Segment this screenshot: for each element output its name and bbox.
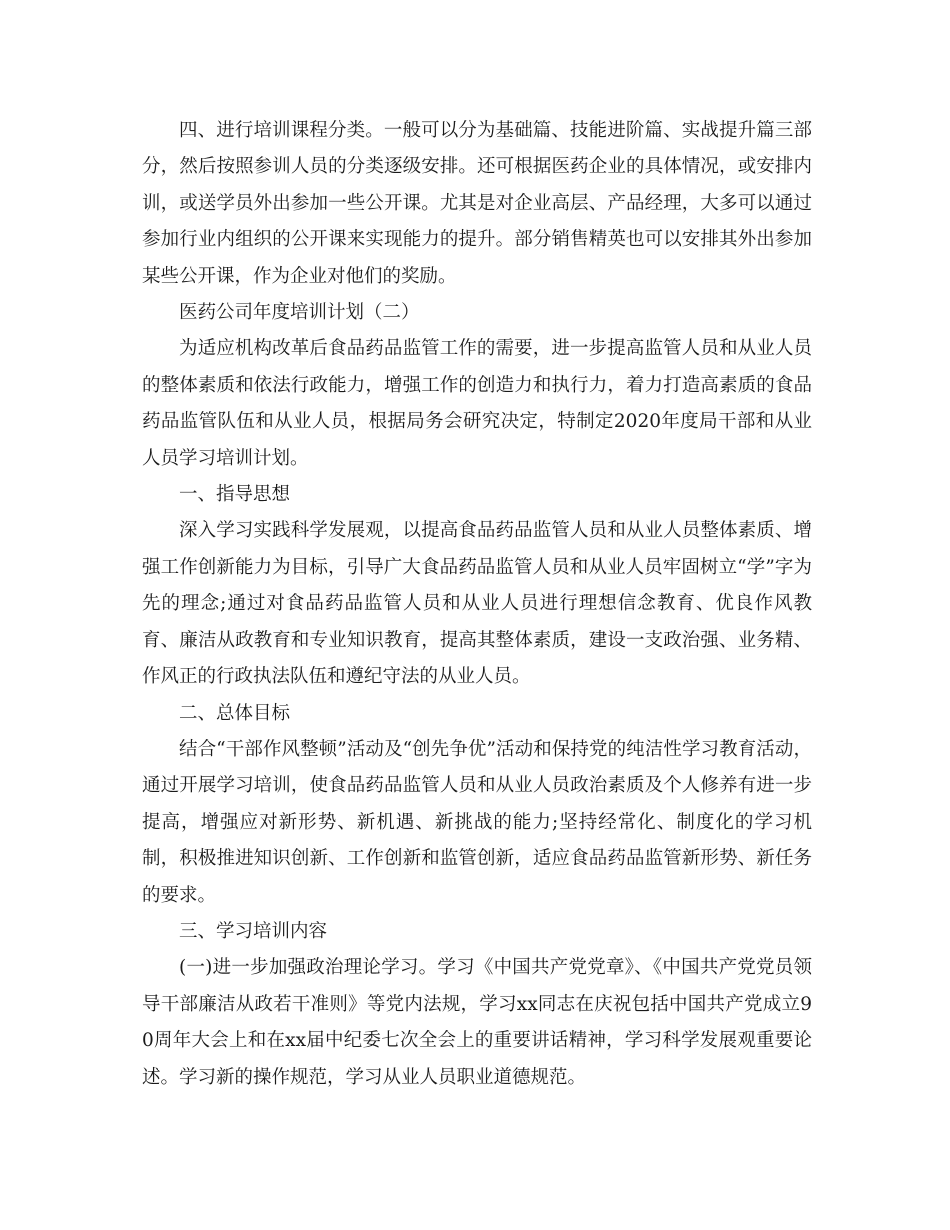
paragraph-course-classification: 四、进行培训课程分类。一般可以分为基础篇、技能进阶篇、实战提升篇三部分，然后按照参训人员的分类逐级安排。还可根据医药企业的具体情况，或安排内训，或送学员外出参加一些公开课。尤其是对企业高层、产品经理，大多可以通过参加行业内组织的公开课来实现能力的提升。部分销售精英也可以安排其外出参加某些公开课，作为企业对他们的奖励。 (142, 120, 812, 287)
heading-training-content: 三、学习培训内容 (179, 920, 328, 942)
paragraph-overall-goal: 结合“干部作风整顿”活动及“创先争优”活动和保持党的纯洁性学习教育活动，通过开展学习培训，使食品药品监管人员和从业人员政治素质及个人修养有进一步提高，增强应对新形势、新机遇、新挑战的能力;坚持经常化、制度化的学习机制，积极推进知识创新、工作创新和监管创新，适应食品药品监管新形势、新任务的要求。 (142, 738, 812, 906)
paragraph-political-theory: (一)进一步加强政治理论学习。学习《中国共产党党章》、《中国共产党党员领导干部廉洁从政若干准则》等党内法规，学习xx同志在庆祝包括中国共产党成立90周年大会上和在xx届中纪委七次全会上的重要讲话精神，学习科学发展观重要论述。学习新的操作规范，学习从业人员职业道德规范。 (142, 957, 812, 1088)
heading-guiding-ideology: 一、指导思想 (179, 484, 291, 506)
document-body (142, 113, 812, 1096)
paragraph-guiding-ideology: 深入学习实践科学发展观，以提高食品药品监管人员和从业人员整体素质、增强工作创新能力为目标，引导广大食品药品监管人员和从业人员牢固树立“学”字为先的理念;通过对食品药品监管人员和从业人员进行理想信念教育、优良作风教育、廉洁从政教育和专业知识教育，提高其整体素质，建设一支政治强、业务精、作风正的行政执法队伍和遵纪守法的从业人员。 (142, 520, 812, 688)
paragraph-introduction: 为适应机构改革后食品药品监管工作的需要，进一步提高监管人员和从业人员的整体素质和依法行政能力，增强工作的创造力和执行力，着力打造高素质的食品药品监管队伍和从业人员，根据局务会研究决定，特制定2020年度局干部和从业人员学习培训计划。 (142, 338, 812, 469)
heading-overall-goal: 二、总体目标 (179, 702, 291, 724)
section-title-plan-two: 医药公司年度培训计划（二） (179, 302, 420, 324)
